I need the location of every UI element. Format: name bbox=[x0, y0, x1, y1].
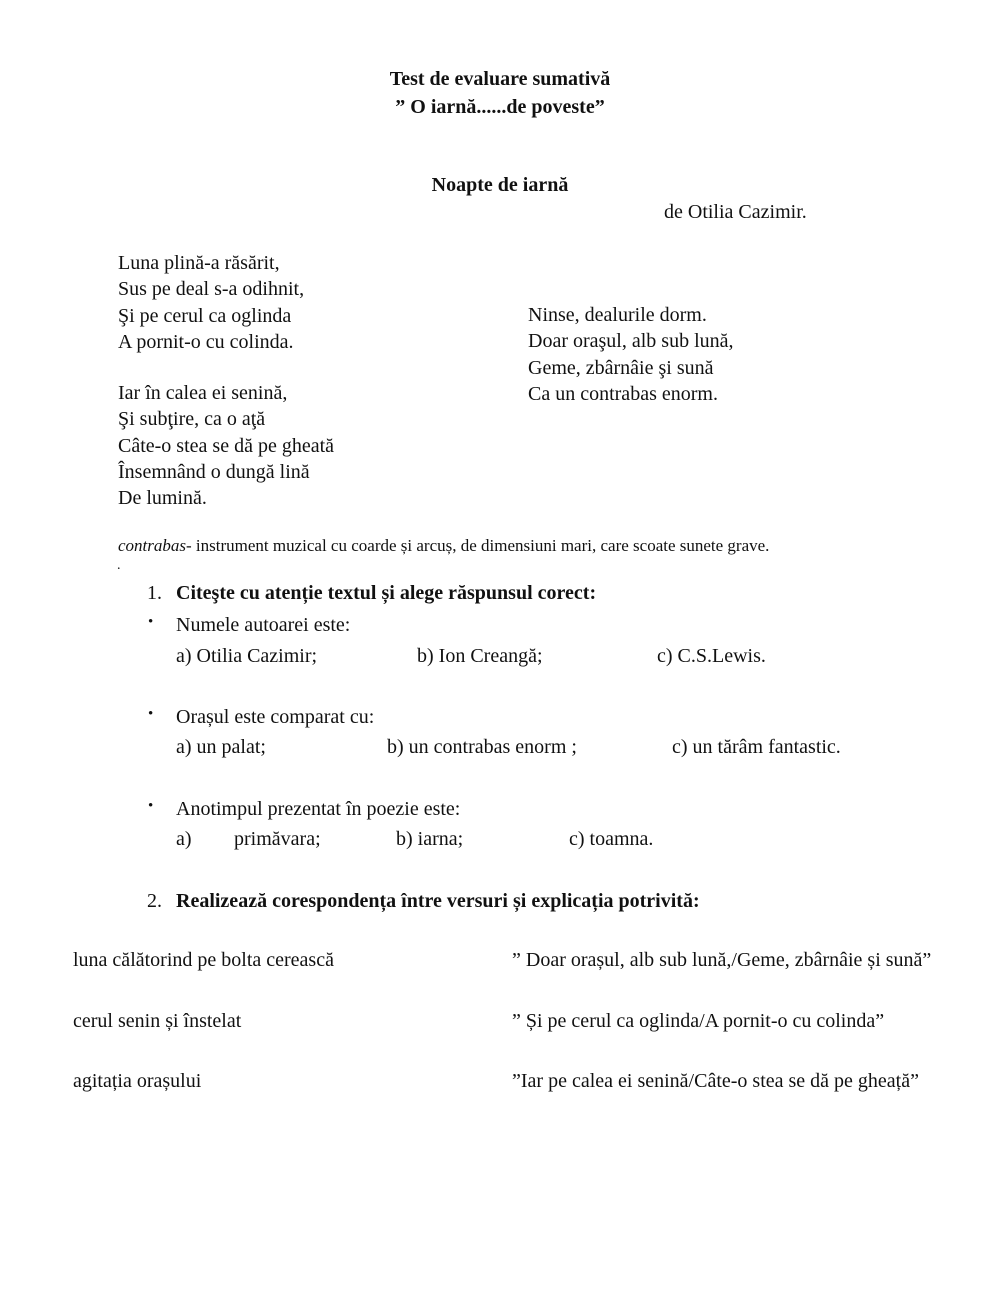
verse-line: Şi subţire, ca o aţă bbox=[118, 408, 266, 431]
verse-line: Ninse, dealurile dorm. bbox=[528, 304, 707, 326]
verse-line: De lumină. bbox=[118, 487, 207, 510]
glossary-note bbox=[118, 535, 769, 557]
poem-title: Noapte de iarnă bbox=[431, 174, 569, 196]
item-1-option-c[interactable]: c) C.S.Lewis. bbox=[657, 645, 766, 667]
verse-line: Geme, zbârnâie şi sună bbox=[528, 356, 714, 379]
verse-line: Luna plină-a răsărit, bbox=[118, 252, 280, 274]
question-2-number: 2. bbox=[147, 890, 162, 912]
item-3-option-a-letter[interactable]: a) bbox=[176, 828, 192, 850]
stanza-2 bbox=[118, 380, 334, 511]
item-3-option-a-text[interactable]: primăvara; bbox=[234, 828, 321, 850]
match-left-item-3[interactable]: agitația orașului bbox=[73, 1070, 202, 1092]
question-1-prompt: Citeşte cu atenție textul și alege răspunsul corect: bbox=[176, 582, 597, 604]
bullet-icon: • bbox=[148, 706, 154, 722]
item-3-question: Anotimpul prezentat în poezie este: bbox=[176, 798, 461, 820]
verse-line: Doar oraşul, alb sub lună, bbox=[528, 330, 734, 353]
item-1-option-b[interactable]: b) Ion Creangă; bbox=[417, 645, 543, 667]
match-left-item-1[interactable]: luna călătorind pe bolta cerească bbox=[73, 949, 334, 971]
item-2-question: Orașul este comparat cu: bbox=[176, 706, 375, 728]
item-2-option-c[interactable]: c) un tărâm fantastic. bbox=[672, 736, 841, 758]
stanza-1 bbox=[118, 250, 304, 355]
bullet-icon: • bbox=[148, 798, 154, 814]
glossary-definition: - instrument muzical cu coarde și arcuș, de dimensiuni mari, care scoate sunete grave. bbox=[186, 536, 770, 555]
match-right-item-2[interactable]: ” Și pe cerul ca oglinda/A pornit-o cu colinda” bbox=[512, 1010, 885, 1032]
glossary-term: contrabas bbox=[118, 536, 186, 555]
bullet-icon: • bbox=[148, 614, 154, 630]
verse-line: Însemnând o dungă lină bbox=[118, 460, 310, 483]
poem-author: de Otilia Cazimir. bbox=[664, 201, 807, 223]
test-subtitle: ” O iarnă......de poveste” bbox=[395, 96, 605, 118]
test-title: Test de evaluare sumativă bbox=[389, 68, 611, 90]
item-3-option-b[interactable]: b) iarna; bbox=[396, 828, 464, 850]
match-right-item-3[interactable]: ”Iar pe calea ei senină/Câte-o stea se dă pe gheață” bbox=[512, 1070, 919, 1092]
verse-line: Sus pe deal s-a odihnit, bbox=[118, 278, 305, 301]
item-1-question: Numele autoarei este: bbox=[176, 614, 351, 636]
question-1-number: 1. bbox=[147, 582, 162, 604]
verse-line: Şi pe cerul ca oglinda bbox=[118, 304, 292, 327]
verse-line: A pornit-o cu colinda. bbox=[118, 330, 294, 353]
verse-line: Iar în calea ei senină, bbox=[118, 382, 288, 404]
match-left-item-2[interactable]: cerul senin și înstelat bbox=[73, 1010, 242, 1032]
item-2-option-b[interactable]: b) un contrabas enorm ; bbox=[387, 736, 577, 758]
stanza-3 bbox=[528, 302, 734, 407]
match-right-item-1[interactable]: ” Doar orașul, alb sub lună,/Geme, zbârnâie și sună” bbox=[512, 949, 932, 971]
question-2-prompt: Realizează corespondența între versuri și explicația potrivită: bbox=[176, 890, 700, 912]
item-1-option-a[interactable]: a) Otilia Cazimir; bbox=[176, 645, 318, 667]
item-2-option-a[interactable]: a) un palat; bbox=[176, 736, 266, 758]
item-3-option-c[interactable]: c) toamna. bbox=[569, 828, 654, 850]
verse-line: Câte-o stea se dă pe gheată bbox=[118, 434, 335, 457]
verse-line: Ca un contrabas enorm. bbox=[528, 382, 718, 405]
stray-mark: . bbox=[117, 558, 121, 573]
